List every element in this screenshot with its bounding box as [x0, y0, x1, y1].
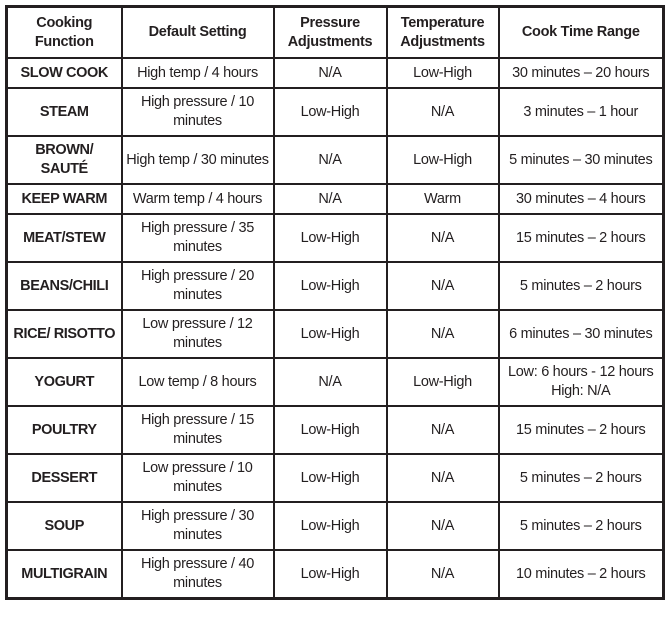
cell-pressure-adjustments: N/A: [274, 136, 387, 184]
cell-cook-time-range: 5 minutes – 2 hours: [499, 502, 664, 550]
cell-temperature-adjustments: Low-High: [387, 136, 499, 184]
cell-cooking-function: BROWN/ SAUTÉ: [7, 136, 122, 184]
cell-default-setting: High pressure / 40 minutes: [122, 550, 274, 599]
cell-default-setting: High pressure / 20 minutes: [122, 262, 274, 310]
cell-temperature-adjustments: N/A: [387, 262, 499, 310]
table-row: [7, 406, 664, 454]
cell-temperature-adjustments: N/A: [387, 88, 499, 136]
cell-pressure-adjustments: Low-High: [274, 502, 387, 550]
table-row: [7, 550, 664, 599]
cell-cooking-function: SLOW COOK: [7, 58, 122, 88]
table-row: [7, 214, 664, 262]
cell-cook-time-range: 15 minutes – 2 hours: [499, 406, 664, 454]
cell-pressure-adjustments: N/A: [274, 358, 387, 406]
cell-pressure-adjustments: N/A: [274, 58, 387, 88]
cell-pressure-adjustments: Low-High: [274, 214, 387, 262]
table-row: [7, 262, 664, 310]
cell-temperature-adjustments: Low-High: [387, 358, 499, 406]
header-line: Pressure: [300, 14, 360, 31]
cell-pressure-adjustments: Low-High: [274, 88, 387, 136]
header-pressure-adjustments: [274, 7, 387, 59]
header-temperature-adjustments: [387, 7, 499, 59]
cell-pressure-adjustments: Low-High: [274, 454, 387, 502]
cell-cooking-function: YOGURT: [7, 358, 122, 406]
cell-pressure-adjustments: Low-High: [274, 550, 387, 599]
table-row: [7, 454, 664, 502]
cell-default-setting: High temp / 4 hours: [122, 58, 274, 88]
cell-temperature-adjustments: N/A: [387, 310, 499, 358]
header-line: Adjustments: [287, 33, 373, 50]
header-cook-time-range: Cook Time Range: [499, 7, 664, 59]
header-line: Cooking: [36, 14, 93, 31]
table-row: [7, 136, 664, 184]
table-row: [7, 310, 664, 358]
cell-default-setting: High pressure / 35 minutes: [122, 214, 274, 262]
cell-default-setting: Low temp / 8 hours: [122, 358, 274, 406]
cell-default-setting: High pressure / 30 minutes: [122, 502, 274, 550]
table-row: [7, 358, 664, 406]
cell-cooking-function: KEEP WARM: [7, 184, 122, 214]
cell-temperature-adjustments: N/A: [387, 214, 499, 262]
cell-cook-time-range: 5 minutes – 30 minutes: [499, 136, 664, 184]
cell-pressure-adjustments: Low-High: [274, 406, 387, 454]
cell-cooking-function: STEAM: [7, 88, 122, 136]
table-row: [7, 58, 664, 88]
cell-cook-time-range: 6 minutes – 30 minutes: [499, 310, 664, 358]
cell-cook-time-range: 5 minutes – 2 hours: [499, 262, 664, 310]
cell-temperature-adjustments: N/A: [387, 454, 499, 502]
cell-cook-time-range: 15 minutes – 2 hours: [499, 214, 664, 262]
cell-pressure-adjustments: Low-High: [274, 262, 387, 310]
header-line: Function: [34, 33, 94, 50]
cell-default-setting: Low pressure / 12 minutes: [122, 310, 274, 358]
cell-cook-time-range: 30 minutes – 4 hours: [499, 184, 664, 214]
cell-cook-time-range: 5 minutes – 2 hours: [499, 454, 664, 502]
cell-default-setting: High pressure / 10 minutes: [122, 88, 274, 136]
cell-cooking-function: SOUP: [7, 502, 122, 550]
cell-cooking-function: DESSERT: [7, 454, 122, 502]
cell-cook-time-range: Low: 6 hours - 12 hours High: N/A: [499, 358, 664, 406]
cell-pressure-adjustments: N/A: [274, 184, 387, 214]
cell-cook-time-range: 10 minutes – 2 hours: [499, 550, 664, 599]
cooking-functions-table: [5, 5, 665, 600]
cell-cooking-function: RICE/ RISOTTO: [7, 310, 122, 358]
header-line: Temperature: [400, 14, 485, 31]
cell-temperature-adjustments: Warm: [387, 184, 499, 214]
cell-cooking-function: MEAT/STEW: [7, 214, 122, 262]
cell-temperature-adjustments: N/A: [387, 550, 499, 599]
cell-default-setting: High temp / 30 minutes: [122, 136, 274, 184]
cell-temperature-adjustments: N/A: [387, 406, 499, 454]
cell-default-setting: High pressure / 15 minutes: [122, 406, 274, 454]
cell-cooking-function: POULTRY: [7, 406, 122, 454]
cell-temperature-adjustments: Low-High: [387, 58, 499, 88]
table-row: [7, 502, 664, 550]
cell-default-setting: Low pressure / 10 minutes: [122, 454, 274, 502]
table-row: [7, 184, 664, 214]
cell-pressure-adjustments: Low-High: [274, 310, 387, 358]
cell-cooking-function: MULTIGRAIN: [7, 550, 122, 599]
header-line: Adjustments: [400, 33, 485, 50]
cell-default-setting: Warm temp / 4 hours: [122, 184, 274, 214]
cell-cook-time-range: 3 minutes – 1 hour: [499, 88, 664, 136]
table-row: [7, 88, 664, 136]
cell-cooking-function: BEANS/CHILI: [7, 262, 122, 310]
header-row: [7, 7, 664, 59]
header-default-setting: Default Setting: [122, 7, 274, 59]
cell-temperature-adjustments: N/A: [387, 502, 499, 550]
cell-cook-time-range: 30 minutes – 20 hours: [499, 58, 664, 88]
header-cooking-function: [7, 7, 122, 59]
